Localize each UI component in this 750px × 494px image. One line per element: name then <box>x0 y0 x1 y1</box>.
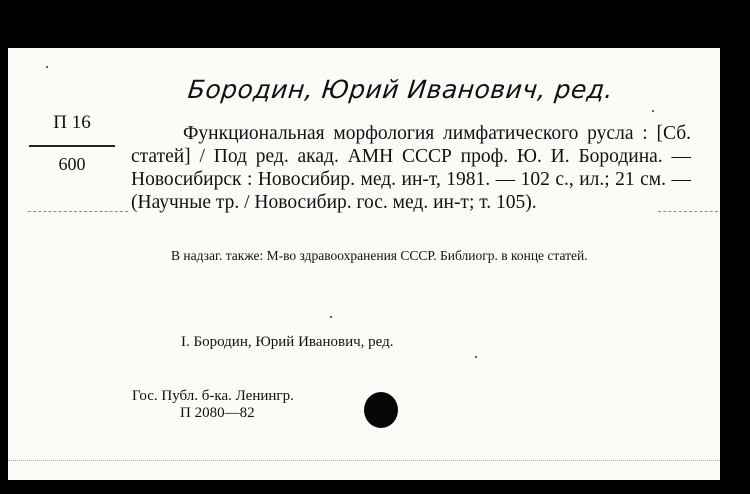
shelf-code: П 16 <box>53 112 91 133</box>
bibliographic-description <box>131 122 691 214</box>
punch-hole <box>364 392 398 428</box>
holding-call-number: П 2080—82 <box>180 405 255 421</box>
holding-library: Гос. Публ. б-ка. Ленингр. <box>132 388 294 404</box>
scan-speck <box>652 110 654 112</box>
shelf-rule <box>29 145 115 147</box>
holding-info <box>132 388 294 422</box>
scan-border-top <box>0 0 750 48</box>
scan-speck <box>330 316 332 318</box>
shelf-mark <box>22 112 122 175</box>
shelf-number: 600 <box>58 154 86 174</box>
handwritten-heading: Бородин, Юрий Иванович, ред. <box>186 75 615 104</box>
scan-speck <box>475 356 477 358</box>
tracing: I. Бородин, Юрий Иванович, ред. <box>181 334 394 350</box>
description-text: Функциональная морфология лимфатического русла : [Сб. статей] / Под ред. акад. АМН СССР проф. Ю. И. Бородина. — Новосибирск : Новосибир. мед. ин-т, 1981. — 102 с., ил.; 21 см. — (Научные тр. / Новосибир. гос. мед. ин-т; т. 105). <box>131 123 691 213</box>
catalog-card <box>8 48 720 480</box>
scan-speck <box>46 66 48 68</box>
note <box>131 246 691 265</box>
card-bottom-edge <box>8 460 720 461</box>
scan-artifact-line <box>658 211 718 212</box>
scan-artifact-line <box>28 211 128 212</box>
note-text: В надзаг. также: М-во здравоохранения СССР. Библиогр. в конце статей. <box>171 248 588 263</box>
